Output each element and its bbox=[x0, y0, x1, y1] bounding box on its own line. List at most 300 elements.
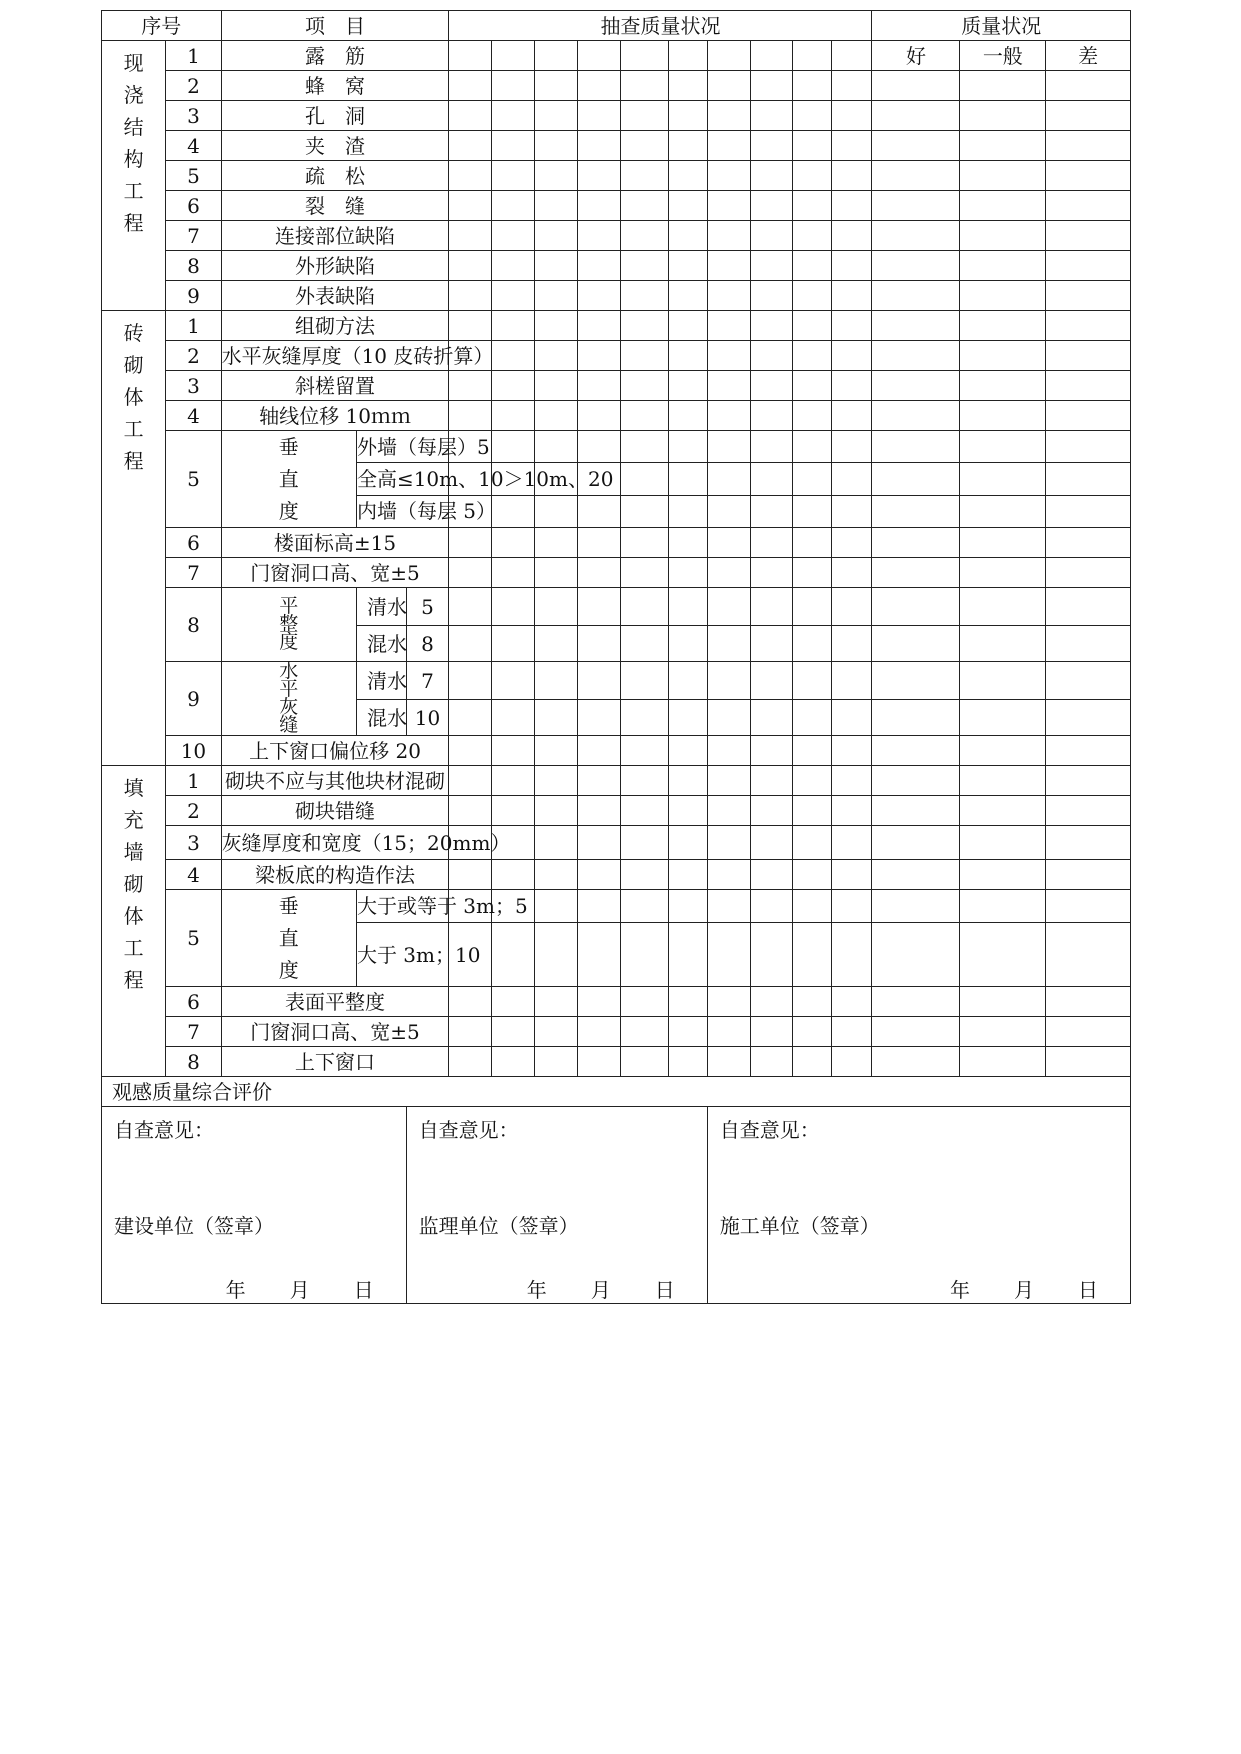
sampling-cell[interactable] bbox=[831, 431, 872, 463]
sampling-cell[interactable] bbox=[492, 626, 535, 662]
sampling-cell[interactable] bbox=[535, 626, 578, 662]
sampling-cell[interactable] bbox=[535, 923, 578, 987]
sampling-cell[interactable] bbox=[578, 588, 621, 626]
sampling-cell[interactable] bbox=[793, 796, 831, 826]
sampling-cell[interactable] bbox=[793, 700, 831, 736]
sampling-cell[interactable] bbox=[831, 191, 872, 221]
sampling-cell[interactable] bbox=[492, 987, 535, 1017]
sampling-cell[interactable] bbox=[535, 281, 578, 311]
sampling-cell[interactable] bbox=[669, 662, 707, 700]
sampling-cell[interactable] bbox=[793, 860, 831, 890]
sampling-cell[interactable] bbox=[750, 588, 793, 626]
sampling-cell[interactable] bbox=[750, 401, 793, 431]
sampling-cell[interactable] bbox=[831, 101, 872, 131]
sampling-cell[interactable] bbox=[707, 1047, 750, 1077]
sampling-cell[interactable] bbox=[449, 1047, 492, 1077]
quality-grade-cell[interactable] bbox=[1046, 662, 1131, 700]
quality-grade-cell[interactable] bbox=[960, 558, 1046, 588]
sampling-cell[interactable] bbox=[535, 860, 578, 890]
sampling-cell[interactable] bbox=[578, 281, 621, 311]
sampling-cell[interactable] bbox=[750, 251, 793, 281]
sampling-cell[interactable] bbox=[449, 371, 492, 401]
sampling-cell[interactable] bbox=[793, 71, 831, 101]
sampling-cell[interactable] bbox=[578, 796, 621, 826]
quality-grade-cell[interactable] bbox=[1046, 191, 1131, 221]
sampling-cell[interactable] bbox=[492, 161, 535, 191]
quality-grade-cell[interactable] bbox=[872, 431, 960, 463]
sampling-cell[interactable] bbox=[669, 987, 707, 1017]
sampling-cell[interactable] bbox=[535, 1017, 578, 1047]
sampling-cell[interactable] bbox=[669, 528, 707, 558]
sampling-cell[interactable] bbox=[449, 71, 492, 101]
sampling-cell[interactable] bbox=[578, 131, 621, 161]
sampling-cell[interactable] bbox=[578, 311, 621, 341]
sampling-cell[interactable] bbox=[492, 251, 535, 281]
sampling-cell[interactable] bbox=[492, 431, 535, 463]
sampling-cell[interactable] bbox=[620, 101, 669, 131]
sampling-cell[interactable] bbox=[492, 558, 535, 588]
sampling-cell[interactable] bbox=[831, 987, 872, 1017]
sampling-cell[interactable] bbox=[449, 588, 492, 626]
sampling-cell[interactable] bbox=[535, 41, 578, 71]
sampling-cell[interactable] bbox=[620, 558, 669, 588]
sampling-cell[interactable] bbox=[793, 528, 831, 558]
quality-grade-cell[interactable] bbox=[1046, 1047, 1131, 1077]
sampling-cell[interactable] bbox=[793, 41, 831, 71]
sampling-cell[interactable] bbox=[750, 860, 793, 890]
quality-grade-cell[interactable] bbox=[1046, 463, 1131, 495]
sampling-cell[interactable] bbox=[620, 161, 669, 191]
quality-grade-cell[interactable] bbox=[960, 251, 1046, 281]
sampling-cell[interactable] bbox=[831, 131, 872, 161]
sampling-cell[interactable] bbox=[831, 251, 872, 281]
sampling-cell[interactable] bbox=[578, 1017, 621, 1047]
sampling-cell[interactable] bbox=[578, 890, 621, 923]
sampling-cell[interactable] bbox=[492, 71, 535, 101]
sampling-cell[interactable] bbox=[535, 796, 578, 826]
sampling-cell[interactable] bbox=[793, 987, 831, 1017]
quality-grade-cell[interactable] bbox=[960, 662, 1046, 700]
sampling-cell[interactable] bbox=[578, 371, 621, 401]
sampling-cell[interactable] bbox=[793, 101, 831, 131]
sampling-cell[interactable] bbox=[669, 401, 707, 431]
sampling-cell[interactable] bbox=[449, 41, 492, 71]
sampling-cell[interactable] bbox=[707, 463, 750, 495]
quality-grade-cell[interactable] bbox=[1046, 736, 1131, 766]
sampling-cell[interactable] bbox=[793, 766, 831, 796]
sampling-cell[interactable] bbox=[620, 341, 669, 371]
sampling-cell[interactable] bbox=[793, 341, 831, 371]
sampling-cell[interactable] bbox=[669, 191, 707, 221]
quality-grade-cell[interactable] bbox=[872, 987, 960, 1017]
sampling-cell[interactable] bbox=[793, 826, 831, 860]
quality-grade-cell[interactable] bbox=[1046, 766, 1131, 796]
quality-grade-cell[interactable] bbox=[1046, 1017, 1131, 1047]
quality-grade-cell[interactable] bbox=[960, 1017, 1046, 1047]
quality-grade-cell[interactable] bbox=[1046, 700, 1131, 736]
quality-grade-cell[interactable] bbox=[872, 1017, 960, 1047]
quality-grade-cell[interactable] bbox=[960, 71, 1046, 101]
sampling-cell[interactable] bbox=[449, 161, 492, 191]
sampling-cell[interactable] bbox=[620, 1047, 669, 1077]
sampling-cell[interactable] bbox=[620, 700, 669, 736]
sampling-cell[interactable] bbox=[793, 221, 831, 251]
sampling-cell[interactable] bbox=[793, 662, 831, 700]
sampling-cell[interactable] bbox=[669, 463, 707, 495]
quality-grade-cell[interactable] bbox=[872, 766, 960, 796]
sampling-cell[interactable] bbox=[449, 101, 492, 131]
sampling-cell[interactable] bbox=[669, 221, 707, 251]
sampling-cell[interactable] bbox=[620, 923, 669, 987]
quality-grade-cell[interactable] bbox=[1046, 71, 1131, 101]
sampling-cell[interactable] bbox=[535, 251, 578, 281]
quality-grade-cell[interactable] bbox=[1046, 401, 1131, 431]
sampling-cell[interactable] bbox=[620, 495, 669, 527]
sampling-cell[interactable] bbox=[793, 588, 831, 626]
quality-grade-cell[interactable] bbox=[1046, 796, 1131, 826]
sampling-cell[interactable] bbox=[793, 626, 831, 662]
quality-grade-cell[interactable] bbox=[960, 700, 1046, 736]
sampling-cell[interactable] bbox=[793, 736, 831, 766]
quality-grade-cell[interactable] bbox=[960, 221, 1046, 251]
sampling-cell[interactable] bbox=[620, 131, 669, 161]
sampling-cell[interactable] bbox=[793, 1047, 831, 1077]
sampling-cell[interactable] bbox=[669, 588, 707, 626]
quality-grade-cell[interactable] bbox=[960, 766, 1046, 796]
sampling-cell[interactable] bbox=[707, 371, 750, 401]
sampling-cell[interactable] bbox=[578, 662, 621, 700]
sampling-cell[interactable] bbox=[707, 341, 750, 371]
quality-grade-cell[interactable] bbox=[960, 860, 1046, 890]
quality-grade-cell[interactable] bbox=[960, 131, 1046, 161]
quality-grade-cell[interactable] bbox=[1046, 341, 1131, 371]
sampling-cell[interactable] bbox=[750, 796, 793, 826]
sampling-cell[interactable] bbox=[707, 1017, 750, 1047]
quality-grade-cell[interactable] bbox=[960, 1047, 1046, 1077]
sampling-cell[interactable] bbox=[707, 495, 750, 527]
sampling-cell[interactable] bbox=[669, 251, 707, 281]
sampling-cell[interactable] bbox=[578, 41, 621, 71]
sampling-cell[interactable] bbox=[620, 890, 669, 923]
sampling-cell[interactable] bbox=[492, 736, 535, 766]
sampling-cell[interactable] bbox=[620, 281, 669, 311]
sampling-cell[interactable] bbox=[620, 221, 669, 251]
sampling-cell[interactable] bbox=[750, 736, 793, 766]
sampling-cell[interactable] bbox=[793, 161, 831, 191]
sampling-cell[interactable] bbox=[707, 251, 750, 281]
sampling-cell[interactable] bbox=[492, 528, 535, 558]
sampling-cell[interactable] bbox=[793, 281, 831, 311]
quality-grade-cell[interactable] bbox=[1046, 371, 1131, 401]
sampling-cell[interactable] bbox=[620, 626, 669, 662]
sampling-cell[interactable] bbox=[669, 766, 707, 796]
quality-grade-cell[interactable] bbox=[1046, 101, 1131, 131]
quality-grade-cell[interactable] bbox=[960, 826, 1046, 860]
sampling-cell[interactable] bbox=[578, 766, 621, 796]
sampling-cell[interactable] bbox=[449, 700, 492, 736]
sampling-cell[interactable] bbox=[793, 923, 831, 987]
sampling-cell[interactable] bbox=[669, 923, 707, 987]
sampling-cell[interactable] bbox=[492, 131, 535, 161]
sampling-cell[interactable] bbox=[620, 71, 669, 101]
quality-grade-cell[interactable] bbox=[872, 558, 960, 588]
sampling-cell[interactable] bbox=[535, 987, 578, 1017]
sampling-cell[interactable] bbox=[793, 371, 831, 401]
sampling-cell[interactable] bbox=[707, 796, 750, 826]
sampling-cell[interactable] bbox=[669, 890, 707, 923]
quality-grade-cell[interactable] bbox=[872, 221, 960, 251]
sampling-cell[interactable] bbox=[620, 796, 669, 826]
sampling-cell[interactable] bbox=[793, 1017, 831, 1047]
sampling-cell[interactable] bbox=[620, 1017, 669, 1047]
sampling-cell[interactable] bbox=[750, 528, 793, 558]
sampling-cell[interactable] bbox=[492, 923, 535, 987]
sampling-cell[interactable] bbox=[750, 41, 793, 71]
sampling-cell[interactable] bbox=[535, 371, 578, 401]
sampling-cell[interactable] bbox=[707, 736, 750, 766]
sampling-cell[interactable] bbox=[750, 890, 793, 923]
sampling-cell[interactable] bbox=[831, 923, 872, 987]
sampling-cell[interactable] bbox=[578, 860, 621, 890]
quality-grade-cell[interactable] bbox=[872, 796, 960, 826]
sampling-cell[interactable] bbox=[492, 1047, 535, 1077]
sampling-cell[interactable] bbox=[750, 923, 793, 987]
sampling-cell[interactable] bbox=[492, 221, 535, 251]
quality-grade-cell[interactable] bbox=[1046, 495, 1131, 527]
sampling-cell[interactable] bbox=[669, 281, 707, 311]
sampling-cell[interactable] bbox=[535, 431, 578, 463]
quality-grade-cell[interactable] bbox=[960, 371, 1046, 401]
sampling-cell[interactable] bbox=[750, 558, 793, 588]
sampling-cell[interactable] bbox=[707, 923, 750, 987]
sampling-cell[interactable] bbox=[620, 431, 669, 463]
sampling-cell[interactable] bbox=[578, 191, 621, 221]
sampling-cell[interactable] bbox=[750, 311, 793, 341]
sampling-cell[interactable] bbox=[707, 41, 750, 71]
quality-grade-cell[interactable] bbox=[1046, 161, 1131, 191]
sampling-cell[interactable] bbox=[449, 626, 492, 662]
sampling-cell[interactable] bbox=[578, 987, 621, 1017]
sampling-cell[interactable] bbox=[492, 495, 535, 527]
quality-grade-cell[interactable] bbox=[960, 191, 1046, 221]
sampling-cell[interactable] bbox=[535, 101, 578, 131]
sampling-cell[interactable] bbox=[535, 890, 578, 923]
quality-grade-cell[interactable] bbox=[872, 401, 960, 431]
sampling-cell[interactable] bbox=[831, 311, 872, 341]
sampling-cell[interactable] bbox=[831, 1047, 872, 1077]
sampling-cell[interactable] bbox=[620, 662, 669, 700]
sampling-cell[interactable] bbox=[707, 766, 750, 796]
sampling-cell[interactable] bbox=[707, 528, 750, 558]
sampling-cell[interactable] bbox=[707, 700, 750, 736]
sampling-cell[interactable] bbox=[793, 463, 831, 495]
sampling-cell[interactable] bbox=[750, 101, 793, 131]
sampling-cell[interactable] bbox=[831, 766, 872, 796]
sampling-cell[interactable] bbox=[669, 161, 707, 191]
sampling-cell[interactable] bbox=[578, 161, 621, 191]
sampling-cell[interactable] bbox=[750, 371, 793, 401]
quality-grade-cell[interactable] bbox=[960, 101, 1046, 131]
sampling-cell[interactable] bbox=[535, 558, 578, 588]
sampling-cell[interactable] bbox=[578, 251, 621, 281]
quality-grade-cell[interactable] bbox=[872, 101, 960, 131]
sampling-cell[interactable] bbox=[831, 528, 872, 558]
sampling-cell[interactable] bbox=[750, 626, 793, 662]
sampling-cell[interactable] bbox=[750, 191, 793, 221]
quality-grade-cell[interactable] bbox=[872, 923, 960, 987]
sampling-cell[interactable] bbox=[793, 558, 831, 588]
sampling-cell[interactable] bbox=[620, 860, 669, 890]
sampling-cell[interactable] bbox=[620, 987, 669, 1017]
sampling-cell[interactable] bbox=[750, 495, 793, 527]
quality-grade-cell[interactable] bbox=[872, 281, 960, 311]
quality-grade-cell[interactable] bbox=[872, 161, 960, 191]
quality-grade-cell[interactable] bbox=[960, 736, 1046, 766]
sampling-cell[interactable] bbox=[492, 860, 535, 890]
sampling-cell[interactable] bbox=[449, 251, 492, 281]
sampling-cell[interactable] bbox=[620, 826, 669, 860]
sampling-cell[interactable] bbox=[535, 71, 578, 101]
sampling-cell[interactable] bbox=[669, 131, 707, 161]
sampling-cell[interactable] bbox=[750, 221, 793, 251]
sampling-cell[interactable] bbox=[831, 281, 872, 311]
sampling-cell[interactable] bbox=[535, 401, 578, 431]
sampling-cell[interactable] bbox=[578, 341, 621, 371]
sampling-cell[interactable] bbox=[669, 1017, 707, 1047]
sampling-cell[interactable] bbox=[750, 463, 793, 495]
sampling-cell[interactable] bbox=[669, 860, 707, 890]
sampling-cell[interactable] bbox=[669, 558, 707, 588]
sampling-cell[interactable] bbox=[750, 131, 793, 161]
sampling-cell[interactable] bbox=[793, 131, 831, 161]
quality-grade-cell[interactable] bbox=[872, 495, 960, 527]
sampling-cell[interactable] bbox=[492, 371, 535, 401]
sampling-cell[interactable] bbox=[707, 662, 750, 700]
quality-grade-cell[interactable] bbox=[872, 251, 960, 281]
sampling-cell[interactable] bbox=[449, 736, 492, 766]
sampling-cell[interactable] bbox=[831, 558, 872, 588]
sampling-cell[interactable] bbox=[750, 662, 793, 700]
sampling-cell[interactable] bbox=[492, 341, 535, 371]
sampling-cell[interactable] bbox=[669, 796, 707, 826]
quality-grade-cell[interactable] bbox=[872, 463, 960, 495]
sampling-cell[interactable] bbox=[492, 101, 535, 131]
sampling-cell[interactable] bbox=[578, 528, 621, 558]
sampling-cell[interactable] bbox=[669, 626, 707, 662]
sampling-cell[interactable] bbox=[793, 401, 831, 431]
sampling-cell[interactable] bbox=[707, 101, 750, 131]
quality-grade-cell[interactable] bbox=[1046, 860, 1131, 890]
sampling-cell[interactable] bbox=[793, 495, 831, 527]
quality-grade-cell[interactable] bbox=[872, 700, 960, 736]
sampling-cell[interactable] bbox=[449, 131, 492, 161]
sampling-cell[interactable] bbox=[449, 662, 492, 700]
sampling-cell[interactable] bbox=[578, 221, 621, 251]
sampling-cell[interactable] bbox=[750, 431, 793, 463]
sampling-cell[interactable] bbox=[669, 736, 707, 766]
sampling-cell[interactable] bbox=[492, 311, 535, 341]
sampling-cell[interactable] bbox=[750, 700, 793, 736]
sampling-cell[interactable] bbox=[535, 588, 578, 626]
quality-grade-cell[interactable] bbox=[1046, 890, 1131, 923]
quality-grade-cell[interactable] bbox=[872, 860, 960, 890]
sampling-cell[interactable] bbox=[449, 528, 492, 558]
sampling-cell[interactable] bbox=[831, 736, 872, 766]
quality-grade-cell[interactable] bbox=[1046, 626, 1131, 662]
sampling-cell[interactable] bbox=[449, 766, 492, 796]
sampling-cell[interactable] bbox=[669, 311, 707, 341]
sampling-cell[interactable] bbox=[669, 371, 707, 401]
sampling-cell[interactable] bbox=[492, 588, 535, 626]
sampling-cell[interactable] bbox=[535, 700, 578, 736]
sampling-cell[interactable] bbox=[831, 161, 872, 191]
sampling-cell[interactable] bbox=[750, 826, 793, 860]
sampling-cell[interactable] bbox=[831, 401, 872, 431]
sampling-cell[interactable] bbox=[620, 463, 669, 495]
sampling-cell[interactable] bbox=[750, 161, 793, 191]
quality-grade-cell[interactable] bbox=[872, 662, 960, 700]
sampling-cell[interactable] bbox=[831, 826, 872, 860]
sampling-cell[interactable] bbox=[449, 987, 492, 1017]
sampling-cell[interactable] bbox=[707, 626, 750, 662]
sampling-cell[interactable] bbox=[620, 191, 669, 221]
sampling-cell[interactable] bbox=[578, 401, 621, 431]
sampling-cell[interactable] bbox=[750, 341, 793, 371]
sampling-cell[interactable] bbox=[750, 987, 793, 1017]
sampling-cell[interactable] bbox=[750, 1017, 793, 1047]
sampling-cell[interactable] bbox=[578, 1047, 621, 1077]
sampling-cell[interactable] bbox=[669, 826, 707, 860]
sampling-cell[interactable] bbox=[793, 431, 831, 463]
quality-grade-cell[interactable] bbox=[872, 131, 960, 161]
sampling-cell[interactable] bbox=[669, 431, 707, 463]
sampling-cell[interactable] bbox=[707, 987, 750, 1017]
quality-grade-cell[interactable] bbox=[960, 528, 1046, 558]
sampling-cell[interactable] bbox=[578, 558, 621, 588]
sampling-cell[interactable] bbox=[578, 700, 621, 736]
sampling-cell[interactable] bbox=[449, 281, 492, 311]
sampling-cell[interactable] bbox=[492, 401, 535, 431]
quality-grade-cell[interactable] bbox=[872, 311, 960, 341]
sampling-cell[interactable] bbox=[831, 588, 872, 626]
quality-grade-cell[interactable] bbox=[872, 371, 960, 401]
sampling-cell[interactable] bbox=[535, 766, 578, 796]
quality-grade-cell[interactable] bbox=[872, 1047, 960, 1077]
sampling-cell[interactable] bbox=[449, 796, 492, 826]
sampling-cell[interactable] bbox=[831, 221, 872, 251]
sampling-cell[interactable] bbox=[535, 826, 578, 860]
sampling-cell[interactable] bbox=[707, 71, 750, 101]
quality-grade-cell[interactable] bbox=[960, 588, 1046, 626]
sampling-cell[interactable] bbox=[535, 191, 578, 221]
quality-grade-cell[interactable] bbox=[960, 341, 1046, 371]
quality-grade-cell[interactable] bbox=[872, 626, 960, 662]
quality-grade-cell[interactable] bbox=[872, 71, 960, 101]
sampling-cell[interactable] bbox=[492, 662, 535, 700]
quality-grade-cell[interactable] bbox=[960, 161, 1046, 191]
sampling-cell[interactable] bbox=[535, 221, 578, 251]
sampling-cell[interactable] bbox=[831, 890, 872, 923]
quality-grade-cell[interactable] bbox=[1046, 131, 1131, 161]
sampling-cell[interactable] bbox=[535, 495, 578, 527]
sampling-cell[interactable] bbox=[707, 431, 750, 463]
sampling-cell[interactable] bbox=[669, 341, 707, 371]
quality-grade-cell[interactable] bbox=[872, 528, 960, 558]
sampling-cell[interactable] bbox=[620, 588, 669, 626]
quality-grade-cell[interactable] bbox=[1046, 221, 1131, 251]
sampling-cell[interactable] bbox=[535, 311, 578, 341]
sampling-cell[interactable] bbox=[707, 281, 750, 311]
